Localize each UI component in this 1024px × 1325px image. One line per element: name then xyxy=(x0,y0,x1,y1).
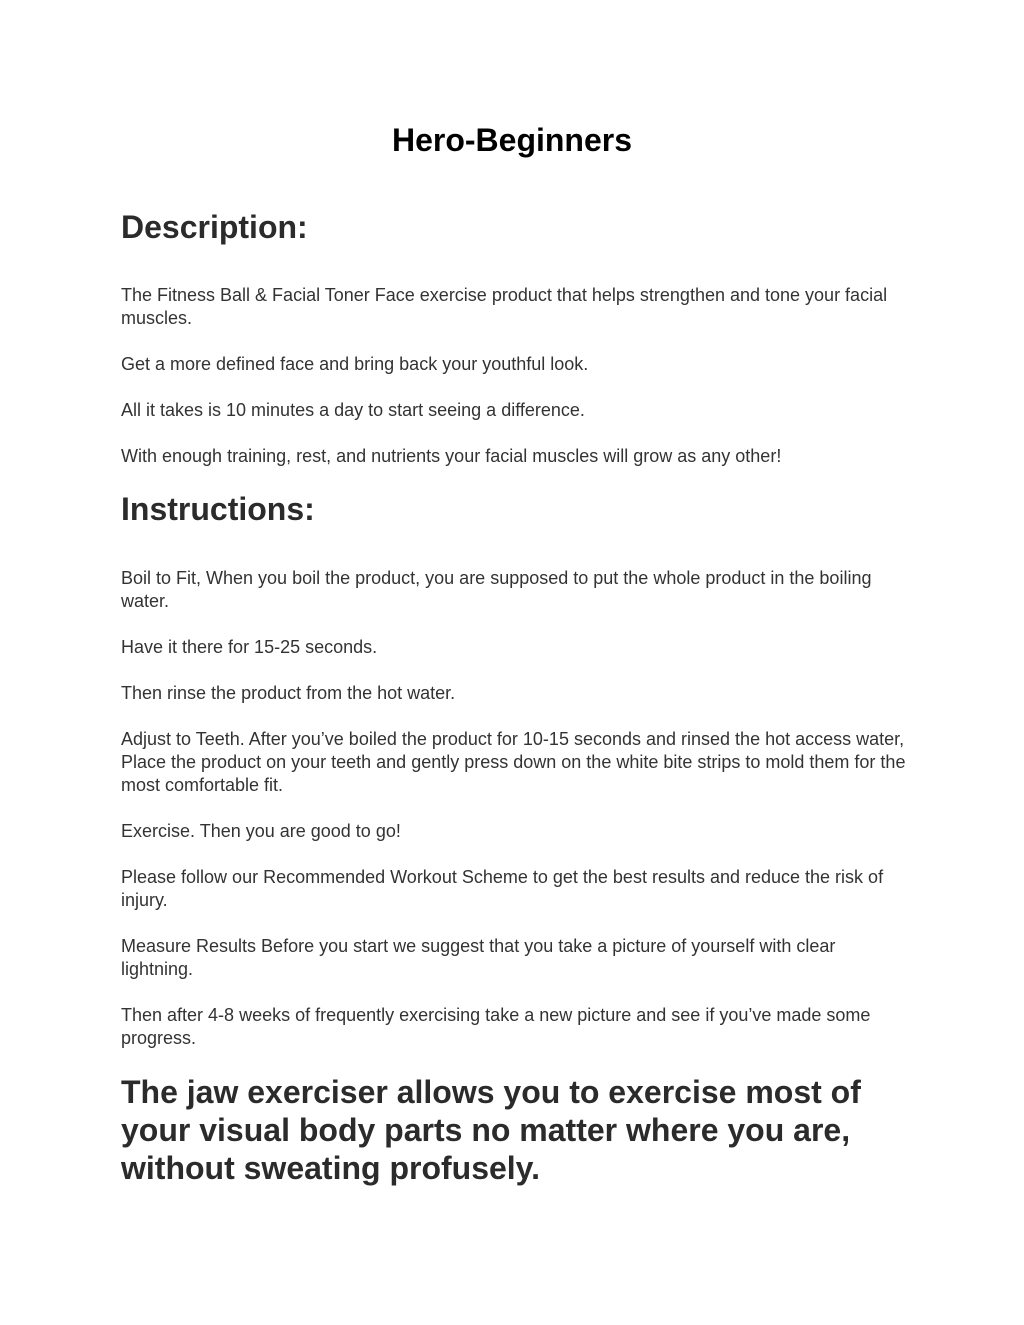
description-paragraph-2: Get a more defined face and bring back your youthful look. xyxy=(121,354,589,374)
instructions-paragraph-7: Measure Results Before you start we suggest that you take a picture of yourself with clear lightning. xyxy=(121,936,836,979)
instructions-paragraph-4: Adjust to Teeth. After you’ve boiled the product for 10-15 seconds and rinsed the hot access water, Place the product on your teeth and gently press down on the white bite strips to mold them for the most comfortable fit. xyxy=(121,729,906,795)
instructions-paragraph-1: Boil to Fit, When you boil the product, you are supposed to put the whole product in the boiling water. xyxy=(121,568,872,611)
instructions-paragraph-6: Please follow our Recommended Workout Scheme to get the best results and reduce the risk of injury. xyxy=(121,867,884,910)
document-title: Hero-Beginners xyxy=(391,122,633,158)
instructions-paragraph-2: Have it there for 15-25 seconds. xyxy=(121,637,378,657)
instructions-paragraph-8: Then after 4-8 weeks of frequently exercising take a new picture and see if you’ve made some progress. xyxy=(121,1005,871,1048)
instructions-heading: Instructions: xyxy=(121,491,315,527)
description-paragraph-1: The Fitness Ball & Facial Toner Face exercise product that helps strengthen and tone your facial muscles. xyxy=(121,285,888,328)
description-paragraph-4: With enough training, rest, and nutrients your facial muscles will grow as any other! xyxy=(121,446,782,466)
description-paragraph-3: All it takes is 10 minutes a day to start seeing a difference. xyxy=(121,400,585,420)
instructions-paragraph-3: Then rinse the product from the hot water. xyxy=(121,683,456,703)
description-heading: Description: xyxy=(121,209,308,245)
closing-statement: The jaw exerciser allows you to exercise most of your visual body parts no matter where you are, without sweating profusely. xyxy=(121,1074,861,1186)
instructions-paragraph-5: Exercise. Then you are good to go! xyxy=(121,821,401,841)
